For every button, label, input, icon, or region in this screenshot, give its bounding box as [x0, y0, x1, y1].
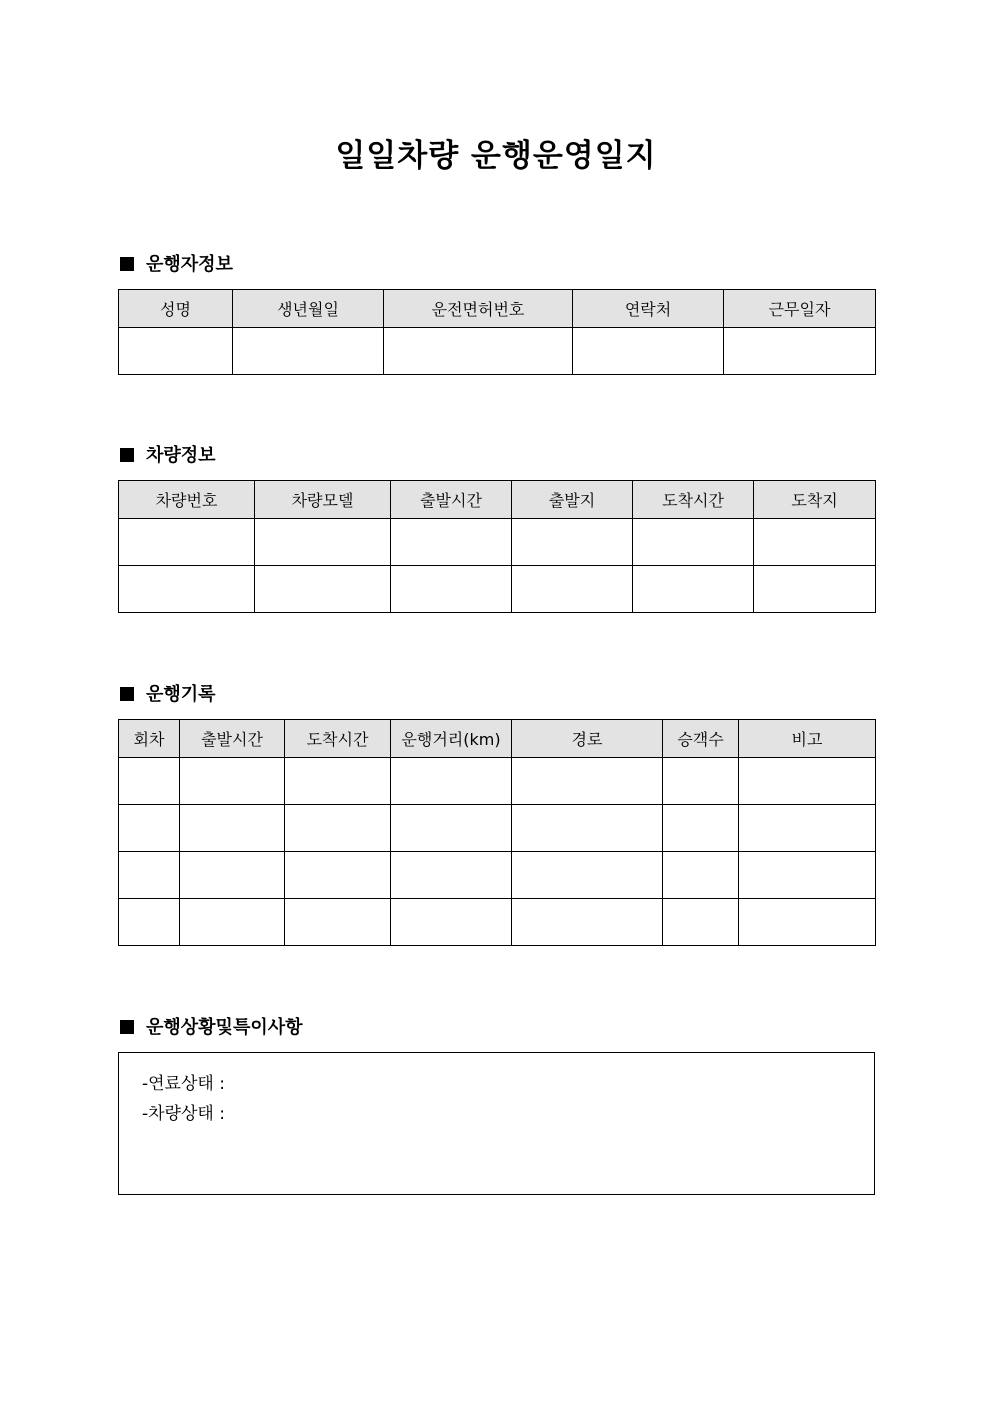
driver-info-heading-text: 운행자정보: [146, 254, 233, 275]
departure-time-cell[interactable]: [180, 805, 285, 852]
header-birthdate: 생년월일: [233, 290, 384, 328]
departure-time-cell[interactable]: [180, 899, 285, 946]
vehicle-info-table: [118, 480, 876, 613]
header-departure-time: 출발시간: [391, 481, 512, 519]
vehicle-status-label: -차량상태 :: [142, 1104, 225, 1124]
table-row: [119, 519, 876, 566]
table-row: [119, 899, 876, 946]
driver-info-table: [118, 289, 876, 375]
vehicle-number-cell[interactable]: [119, 566, 255, 613]
document-title: 일일차량 운행운영일지: [335, 138, 657, 174]
round-cell[interactable]: [119, 805, 180, 852]
arrival-time-cell[interactable]: [285, 852, 391, 899]
departure-place-cell[interactable]: [512, 566, 633, 613]
distance-cell[interactable]: [391, 805, 512, 852]
header-work-date: 근무일자: [724, 290, 876, 328]
header-arrival-time: 도착시간: [285, 720, 391, 758]
vehicle-model-cell[interactable]: [255, 519, 391, 566]
black-square-icon: [120, 448, 134, 462]
trip-records-heading: [120, 683, 216, 707]
departure-time-cell[interactable]: [180, 852, 285, 899]
passengers-cell[interactable]: [663, 852, 739, 899]
route-cell[interactable]: [512, 758, 663, 805]
passengers-cell[interactable]: [663, 805, 739, 852]
black-square-icon: [120, 687, 134, 701]
table-row: [119, 852, 876, 899]
table-row: [119, 758, 876, 805]
black-square-icon: [120, 1020, 134, 1034]
route-cell[interactable]: [512, 805, 663, 852]
round-cell[interactable]: [119, 758, 180, 805]
birthdate-cell[interactable]: [233, 328, 384, 375]
header-route: 경로: [512, 720, 663, 758]
departure-time-cell[interactable]: [180, 758, 285, 805]
vehicle-model-cell[interactable]: [255, 566, 391, 613]
header-arrival-time: 도착시간: [633, 481, 754, 519]
header-license-number: 운전면허번호: [384, 290, 573, 328]
name-cell[interactable]: [119, 328, 233, 375]
vehicle-info-heading: [120, 444, 216, 468]
distance-cell[interactable]: [391, 758, 512, 805]
driver-info-heading: [120, 253, 233, 277]
departure-time-cell[interactable]: [391, 566, 512, 613]
arrival-time-cell[interactable]: [285, 899, 391, 946]
arrival-time-cell[interactable]: [633, 519, 754, 566]
header-departure-time: 출발시간: [180, 720, 285, 758]
notes-heading: [120, 1016, 303, 1040]
contact-cell[interactable]: [573, 328, 724, 375]
round-cell[interactable]: [119, 852, 180, 899]
trip-records-header-row: [119, 720, 876, 758]
header-round: 회차: [119, 720, 180, 758]
arrival-time-cell[interactable]: [285, 758, 391, 805]
header-name: 성명: [119, 290, 233, 328]
header-passengers: 승객수: [663, 720, 739, 758]
distance-cell[interactable]: [391, 899, 512, 946]
arrival-place-cell[interactable]: [754, 519, 876, 566]
header-vehicle-number: 차량번호: [119, 481, 255, 519]
distance-cell[interactable]: [391, 852, 512, 899]
arrival-time-cell[interactable]: [633, 566, 754, 613]
trip-records-table: [118, 719, 876, 946]
route-cell[interactable]: [512, 899, 663, 946]
header-contact: 연락처: [573, 290, 724, 328]
remarks-cell[interactable]: [739, 899, 876, 946]
header-departure-place: 출발지: [512, 481, 633, 519]
black-square-icon: [120, 257, 134, 271]
driver-info-header-row: [119, 290, 876, 328]
route-cell[interactable]: [512, 852, 663, 899]
vehicle-info-heading-text: 차량정보: [146, 445, 216, 466]
vehicle-info-header-row: [119, 481, 876, 519]
work-date-cell[interactable]: [724, 328, 876, 375]
passengers-cell[interactable]: [663, 758, 739, 805]
header-arrival-place: 도착지: [754, 481, 876, 519]
departure-place-cell[interactable]: [512, 519, 633, 566]
remarks-cell[interactable]: [739, 758, 876, 805]
passengers-cell[interactable]: [663, 899, 739, 946]
table-row: [119, 328, 876, 375]
fuel-status-label: -연료상태 :: [142, 1074, 225, 1094]
vehicle-number-cell[interactable]: [119, 519, 255, 566]
table-row: [119, 805, 876, 852]
header-vehicle-model: 차량모델: [255, 481, 391, 519]
arrival-place-cell[interactable]: [754, 566, 876, 613]
notes-box[interactable]: [118, 1052, 875, 1195]
arrival-time-cell[interactable]: [285, 805, 391, 852]
notes-heading-text: 운행상황및특이사항: [146, 1017, 303, 1038]
table-row: [119, 566, 876, 613]
trip-records-heading-text: 운행기록: [146, 684, 216, 705]
header-distance: 운행거리(km): [391, 720, 512, 758]
round-cell[interactable]: [119, 899, 180, 946]
header-remarks: 비고: [739, 720, 876, 758]
license-number-cell[interactable]: [384, 328, 573, 375]
departure-time-cell[interactable]: [391, 519, 512, 566]
remarks-cell[interactable]: [739, 852, 876, 899]
remarks-cell[interactable]: [739, 805, 876, 852]
